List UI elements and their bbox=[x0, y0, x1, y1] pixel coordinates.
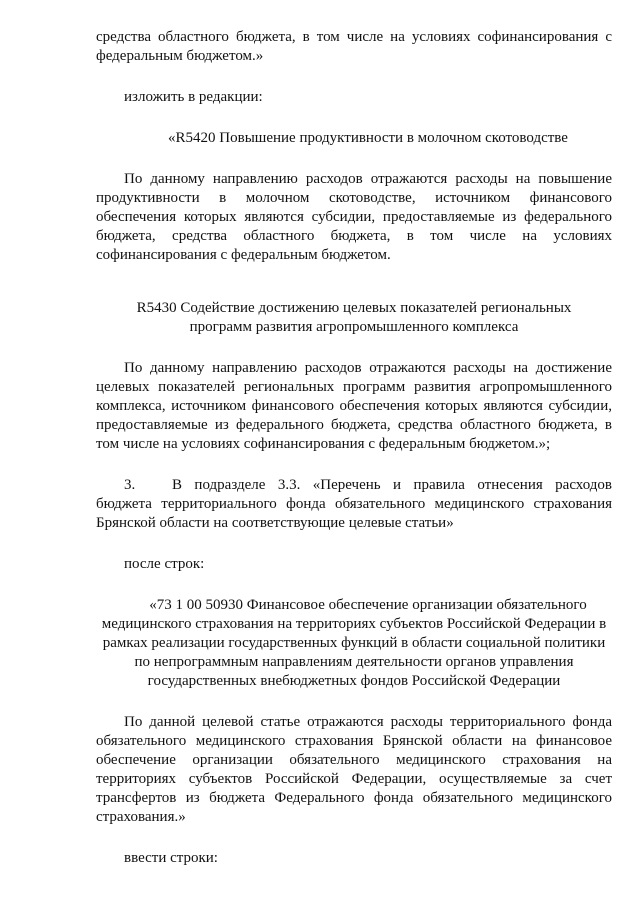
paragraph-r5420 bbox=[96, 170, 612, 265]
text-line: трансфертов из бюджета Федерального фонда обязательного медицинского bbox=[96, 790, 612, 806]
heading-r5420: «R5420 Повышение продуктивности в молочном скотоводстве bbox=[168, 130, 568, 146]
text-line: обязательного медицинского страхования Брянской области на финансовое bbox=[96, 733, 612, 749]
section-number: 3. bbox=[124, 477, 136, 493]
text-line: обеспечение организации обязательного медицинского страхования на bbox=[96, 752, 612, 768]
instruction-after-lines: после строк: bbox=[124, 556, 205, 572]
text-line: В подразделе 3.3. «Перечень и правила отнесения расходов bbox=[172, 477, 612, 493]
paragraph-73-1-00-50930 bbox=[96, 713, 612, 827]
text-line: По данной целевой статье отражаются расходы территориального фонда bbox=[124, 714, 612, 730]
text-line: По данному направлению расходов отражаются расходы на повышение bbox=[124, 171, 612, 187]
heading-r5430 bbox=[96, 299, 612, 337]
section-3-first-line bbox=[96, 476, 612, 495]
text-line: Брянской области на соответствующие целевые статьи» bbox=[96, 515, 454, 531]
heading-line: «73 1 00 50930 Финансовое обеспечение организации обязательного bbox=[149, 597, 587, 613]
heading-line: программ развития агропромышленного комплекса bbox=[189, 319, 519, 335]
paragraph-r5430 bbox=[96, 359, 612, 454]
text-line: предоставляемые из федерального бюджета, средства областного бюджета, в bbox=[96, 417, 612, 433]
heading-line: R5430 Содействие достижению целевых показателей региональных bbox=[136, 300, 572, 316]
text-line: территориях субъектов Российской Федерации, осуществляемые за счет bbox=[96, 771, 612, 787]
text-line: бюджета территориального фонда обязательного медицинского страхования bbox=[96, 496, 612, 512]
heading-73-1-00-50930 bbox=[96, 596, 612, 691]
text-line: комплекса, источником финансового обеспечения которых являются субсидии, bbox=[96, 398, 612, 414]
heading-line: по непрограммным направлениям деятельности органов управления bbox=[134, 654, 574, 670]
text-line: целевых показателей региональных программ развития агропромышленного bbox=[96, 379, 612, 395]
text-line: средства областного бюджета, в том числе на условиях софинансирования с bbox=[96, 29, 612, 45]
text-line: страхования.» bbox=[96, 809, 186, 825]
instruction-restate: изложить в редакции: bbox=[124, 89, 263, 105]
heading-line: рамках реализации государственных функций в области социальной политики bbox=[102, 635, 606, 651]
text-line: обеспечения которых являются субсидии, предоставляемые из федерального bbox=[96, 209, 612, 225]
text-line: продуктивности в молочном скотоводстве, источником финансового bbox=[96, 190, 612, 206]
text-line: По данному направлению расходов отражаются расходы на достижение bbox=[124, 360, 612, 376]
heading-line: медицинского страхования на территориях субъектов Российской Федерации в bbox=[101, 616, 607, 632]
instruction-insert-lines: ввести строки: bbox=[124, 850, 218, 866]
heading-line: государственных внебюджетных фондов Российской Федерации bbox=[147, 673, 561, 689]
document-page bbox=[96, 28, 612, 868]
text-line: софинансирования с федеральным бюджетом. bbox=[96, 247, 391, 263]
paragraph-continuation bbox=[96, 28, 612, 66]
section-3 bbox=[96, 476, 612, 533]
text-line: бюджета, средства областного бюджета, в том числе на условиях bbox=[96, 228, 612, 244]
text-line: федеральным бюджетом.» bbox=[96, 48, 264, 64]
text-line: том числе на условиях софинансирования с федеральным бюджетом.»; bbox=[96, 436, 551, 452]
